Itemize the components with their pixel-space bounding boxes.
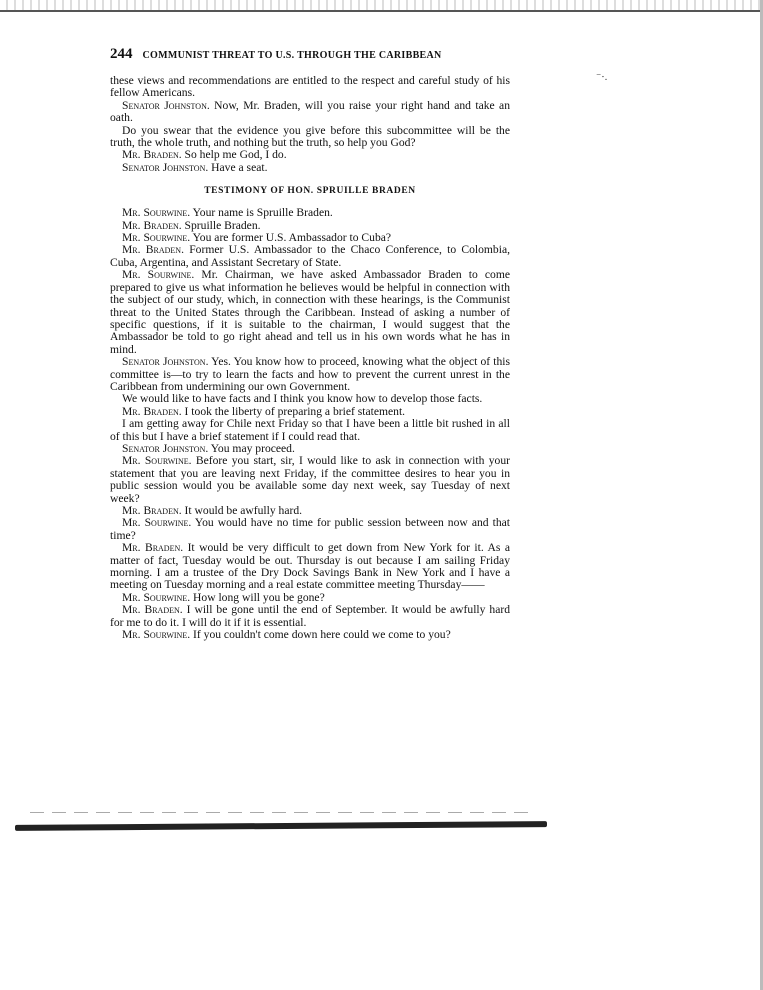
body-text-after <box>110 207 510 641</box>
paragraph <box>110 455 510 505</box>
paragraph <box>110 75 510 100</box>
speaker-name: Mr. Sourwine. <box>122 516 192 530</box>
paragraph <box>110 517 510 542</box>
paragraph-text: How long will you be gone? <box>190 590 325 604</box>
paragraph-text: Mr. Chairman, we have asked Ambassador Braden to come prepared to give us what information he believes would be helpful in connection with the subject of our study, which, in connection with these hearings, is the Communist threat to the United States through the Caribbean. Instead of asking a number of specific questions, if it is suitable to the chairman, I would suggest that the Ambassador be told to go right ahead and tell us in his own words what he has in mind. <box>110 268 510 356</box>
paragraph-text: Have a seat. <box>208 160 268 174</box>
paragraph <box>110 418 510 443</box>
running-title: COMMUNIST THREAT TO U.S. THROUGH THE CARIBBEAN <box>142 50 442 61</box>
speaker-name: Mr. Sourwine. <box>122 231 191 245</box>
speaker-name: Senator Johnston. <box>122 441 209 455</box>
paragraph <box>110 244 510 269</box>
paragraph-text: Your name is Spruille Braden. <box>190 206 333 220</box>
paragraph-text: I am getting away for Chile next Friday so that I have been a little bit rushed in all of this but I have a brief statement if I could read that. <box>110 417 510 443</box>
paragraph-text: It would be very difficult to get down from New York for it. As a matter of fact, Tuesday would be out. Thursday is out because I am sailing Friday morning. I am a trustee of the Dry Dock Savings Bank in New York and I have a meeting on Tuesday morning and a real estate committee meeting Thursday—— <box>110 541 510 592</box>
speaker-name: Mr. Braden. <box>122 218 182 232</box>
paragraph-text: I took the liberty of preparing a brief statement. <box>181 404 406 418</box>
speaker-name: Mr. Sourwine. <box>122 454 192 468</box>
paragraph <box>110 356 510 393</box>
speaker-name: Mr. Braden. <box>122 541 184 555</box>
scan-top-edge <box>0 0 763 12</box>
paragraph-text: It would be awfully hard. <box>181 504 303 517</box>
paragraph-text: Yes. You know how to proceed, knowing what the object of this committee is—to try to learn the facts and how to prevent the current unrest in the Caribbean from undermining our own Government. <box>110 355 510 393</box>
paragraph <box>110 162 510 174</box>
paragraph <box>110 269 510 356</box>
section-heading: TESTIMONY OF HON. SPRUILLE BRADEN <box>204 186 416 197</box>
page-header <box>110 46 510 63</box>
speaker-name: Senator Johnston. <box>122 98 210 112</box>
paragraph-text: Now, Mr. Braden, will you raise your right hand and take an oath. <box>110 98 510 125</box>
paragraph-text: You may proceed. <box>208 441 295 455</box>
speaker-name: Mr. Braden. <box>122 243 184 257</box>
scan-speck: ⁻⋅. <box>596 72 608 83</box>
paragraph-text: Before you start, sir, I would like to ask in connection with your statement that you are leaving next Friday, if the committee desires to hear you in public session would you be available some day next week, say Tuesday of next week? <box>110 454 510 505</box>
paragraph-text: You are former U.S. Ambassador to Cuba? <box>190 231 392 245</box>
paragraph <box>110 542 510 592</box>
document-page <box>110 46 510 641</box>
paragraph-text: You would have no time for public session between now and that time? <box>110 516 510 542</box>
speaker-name: Senator Johnston. <box>122 355 209 369</box>
speaker-name: Senator Johnston. <box>122 160 209 174</box>
speaker-name: Mr. Braden. <box>122 603 183 617</box>
paragraph-text: Spruille Braden. <box>181 218 261 232</box>
paragraph-text: If you couldn't come down here could we come to you? <box>190 628 451 642</box>
speaker-name: Mr. Sourwine. <box>122 628 191 642</box>
paragraph <box>110 604 510 629</box>
paragraph <box>110 125 510 150</box>
speaker-name: Mr. Braden. <box>122 504 182 517</box>
speaker-name: Mr. Sourwine. <box>122 590 191 604</box>
paragraph-text: these views and recommendations are entitled to the respect and careful study of his fellow Americans. <box>110 74 510 100</box>
paragraph-text: So help me God, I do. <box>181 148 287 162</box>
paragraph <box>110 629 510 641</box>
body-text-before <box>110 75 510 174</box>
paragraph <box>110 100 510 125</box>
speaker-name: Mr. Sourwine. <box>122 206 191 220</box>
scan-faint-line <box>30 812 530 813</box>
paragraph-text: Former U.S. Ambassador to the Chaco Conference, to Colombia, Cuba, Argentina, and Assistant Secretary of State. <box>110 243 510 269</box>
paragraph-text: Do you swear that the evidence you give before this subcommittee will be the truth, the whole truth, and nothing but the truth, so help you God? <box>110 123 510 150</box>
paragraph-text: I will be gone until the end of September. It would be awfully hard for me to do it. I will do it if it is essential. <box>110 603 510 629</box>
speaker-name: Mr. Braden. <box>122 148 182 162</box>
speaker-name: Mr. Sourwine. <box>122 268 195 282</box>
scan-bottom-bar <box>15 821 547 831</box>
page-number: 244 <box>110 46 133 62</box>
paragraph-text: We would like to have facts and I think you know how to develop those facts. <box>122 392 483 406</box>
speaker-name: Mr. Braden. <box>122 404 182 418</box>
